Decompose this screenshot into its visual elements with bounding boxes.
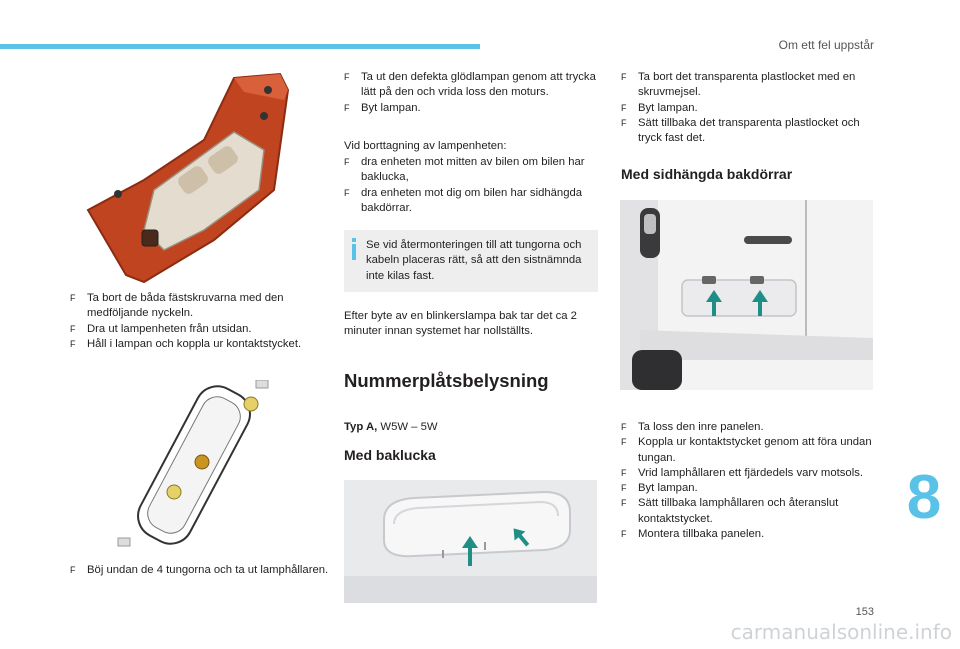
bullet-mark: F (344, 102, 350, 113)
bullet-mark: F (621, 102, 627, 113)
bullet-mark: F (344, 157, 350, 167)
list-item: F Dra ut lampenheten från utsidan. (70, 322, 330, 337)
watermark: carmanualsonline.info (730, 620, 952, 644)
heading-nummerplatsbelysning: Nummerplåtsbelysning (344, 370, 549, 391)
tailgate-illustration (344, 480, 597, 603)
info-note-text: Se vid återmonteringen till att tungorna och kabeln placeras rätt, så att den sistnämnda inte kilas fast. (366, 239, 582, 282)
info-icon (352, 238, 356, 260)
bullet-mark: F (621, 117, 627, 128)
bullet-mark: F (621, 422, 627, 432)
bullet-mark: F (621, 529, 627, 540)
col1-steps-b (70, 563, 330, 578)
col2-steps-b (344, 155, 602, 216)
list-item: F Sätt tillbaka det transparenta plastlocket och tryck fast det. (621, 116, 860, 145)
header-accent-bar (0, 44, 480, 49)
heading-med-sidhangda-bakdorrar: Med sidhängda bakdörrar (621, 166, 793, 182)
bullet-mark: F (621, 483, 627, 494)
rear-doors-illustration (620, 200, 873, 390)
bulb-type (344, 420, 438, 435)
list-item: F Ta bort det transparenta plastlocket med en skruvmejsel. (621, 71, 856, 99)
bullet-mark: F (621, 72, 627, 82)
bullet-mark: F (70, 565, 76, 575)
bulb-type-label: Typ A, (344, 421, 378, 433)
list-item: F dra enheten mot mitten av bilen om bilen har baklucka, (344, 156, 585, 184)
col2-steps-a (344, 70, 602, 116)
list-item: F Böj undan de 4 tungorna och ta ut lamphållaren. (70, 563, 330, 578)
lamp-holder-illustration (114, 380, 274, 550)
bullet-mark: F (70, 323, 76, 334)
list-item: F Koppla ur kontaktstycket genom att föra undan tungan. (621, 436, 872, 464)
list-item: F Byt lampan. (621, 101, 879, 116)
list-item: F Byt lampan. (621, 481, 879, 496)
list-item: F Vrid lamphållaren ett fjärdedels varv motsols. (621, 466, 879, 481)
col3-steps-b (621, 420, 879, 542)
bullet-mark: F (344, 187, 350, 198)
bullet-mark: F (344, 72, 350, 82)
col2-after-text: Efter byte av en blinkerslampa bak tar det ca 2 minuter innan systemet har nollställts. (344, 310, 577, 338)
section-title: Om ett fel uppstår (778, 38, 874, 52)
list-item: F Byt lampan. (344, 101, 602, 116)
chapter-tab (896, 448, 960, 548)
list-item: F Håll i lampan och koppla ur kontaktstycket. (70, 337, 330, 352)
list-item: F Ta ut den defekta glödlampan genom att trycka lätt på den och vrida loss den moturs. (344, 71, 596, 99)
bullet-mark: F (621, 498, 627, 509)
bullet-mark: F (621, 467, 627, 478)
list-item: F Ta loss den inre panelen. (621, 420, 879, 435)
list-item: F dra enheten mot dig om bilen har sidhängda bakdörrar. (344, 186, 583, 214)
bulb-type-value: W5W – 5W (377, 421, 438, 433)
bullet-mark: F (70, 338, 76, 349)
tail-lamp-illustration (84, 70, 304, 285)
col1-steps-a (70, 291, 330, 352)
info-note-box (344, 230, 598, 292)
bullet-mark: F (621, 437, 627, 448)
page-number: 153 (855, 606, 874, 618)
chapter-number: 8 (906, 463, 942, 532)
list-item: F Sätt tillbaka lamphållaren och återanslut kontaktstycket. (621, 497, 839, 525)
bullet-mark: F (70, 293, 76, 303)
list-item: F Ta bort de båda fästskruvarna med den medföljande nyckeln. (70, 292, 284, 320)
list-item: F Montera tillbaka panelen. (621, 527, 879, 542)
col3-steps-a (621, 70, 879, 146)
heading-med-baklucka: Med baklucka (344, 447, 436, 463)
col2-intro: Vid borttagning av lampenheten: (344, 140, 507, 152)
